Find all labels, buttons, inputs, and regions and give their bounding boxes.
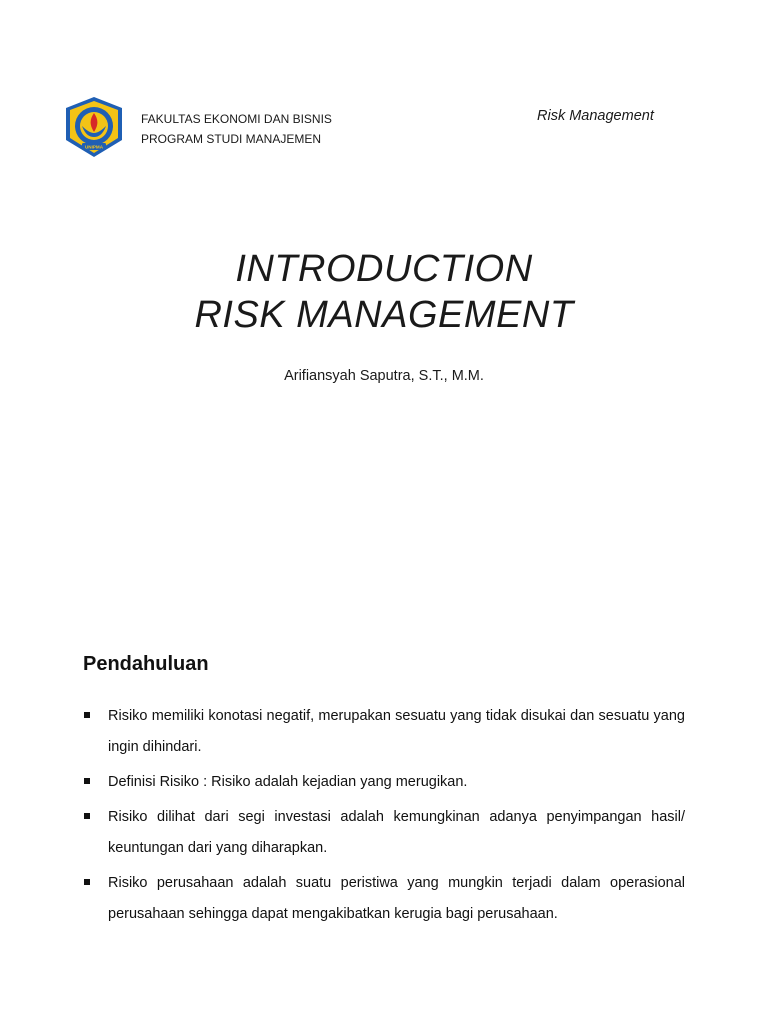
university-logo xyxy=(63,96,125,158)
section-heading: Pendahuluan xyxy=(83,653,209,675)
emblem-bottom-text: UNIPMA xyxy=(84,144,104,150)
author-name: Arifiansyah Saputra, S.T., M.M. xyxy=(284,368,484,384)
list-item xyxy=(83,802,685,864)
list-item xyxy=(83,767,685,798)
faculty-name: FAKULTAS EKONOMI DAN BISNIS xyxy=(141,112,332,126)
square-bullet-icon xyxy=(84,813,90,819)
program-name: PROGRAM STUDI MANAJEMEN xyxy=(141,132,322,146)
course-name: Risk Management xyxy=(537,108,654,124)
header-organization xyxy=(141,109,332,149)
square-bullet-icon xyxy=(84,712,90,718)
document-title xyxy=(0,246,768,338)
list-item-text: Risiko perusahaan adalah suatu peristiwa yang mungkin terjadi dalam operasional perusahaan sehingga dapat mengakibatkan kerugia bagi perusahaan. xyxy=(108,875,685,922)
list-item xyxy=(83,868,685,930)
list-item xyxy=(83,701,685,763)
list-item-text: Risiko memiliki konotasi negatif, merupakan sesuatu yang tidak disukai dan sesuatu yang ingin dihindari. xyxy=(108,708,685,755)
title-line-2: RISK MANAGEMENT xyxy=(194,294,574,336)
list-item-text: Definisi Risiko : Risiko adalah kejadian yang merugikan. xyxy=(108,774,468,790)
square-bullet-icon xyxy=(84,778,90,784)
list-item-text: Risiko dilihat dari segi investasi adalah kemungkinan adanya penyimpangan hasil/ keuntungan dari yang diharapkan. xyxy=(108,809,685,856)
bullet-list xyxy=(83,701,685,934)
title-line-1: INTRODUCTION xyxy=(235,248,533,290)
square-bullet-icon xyxy=(84,879,90,885)
university-emblem-icon xyxy=(63,96,125,158)
